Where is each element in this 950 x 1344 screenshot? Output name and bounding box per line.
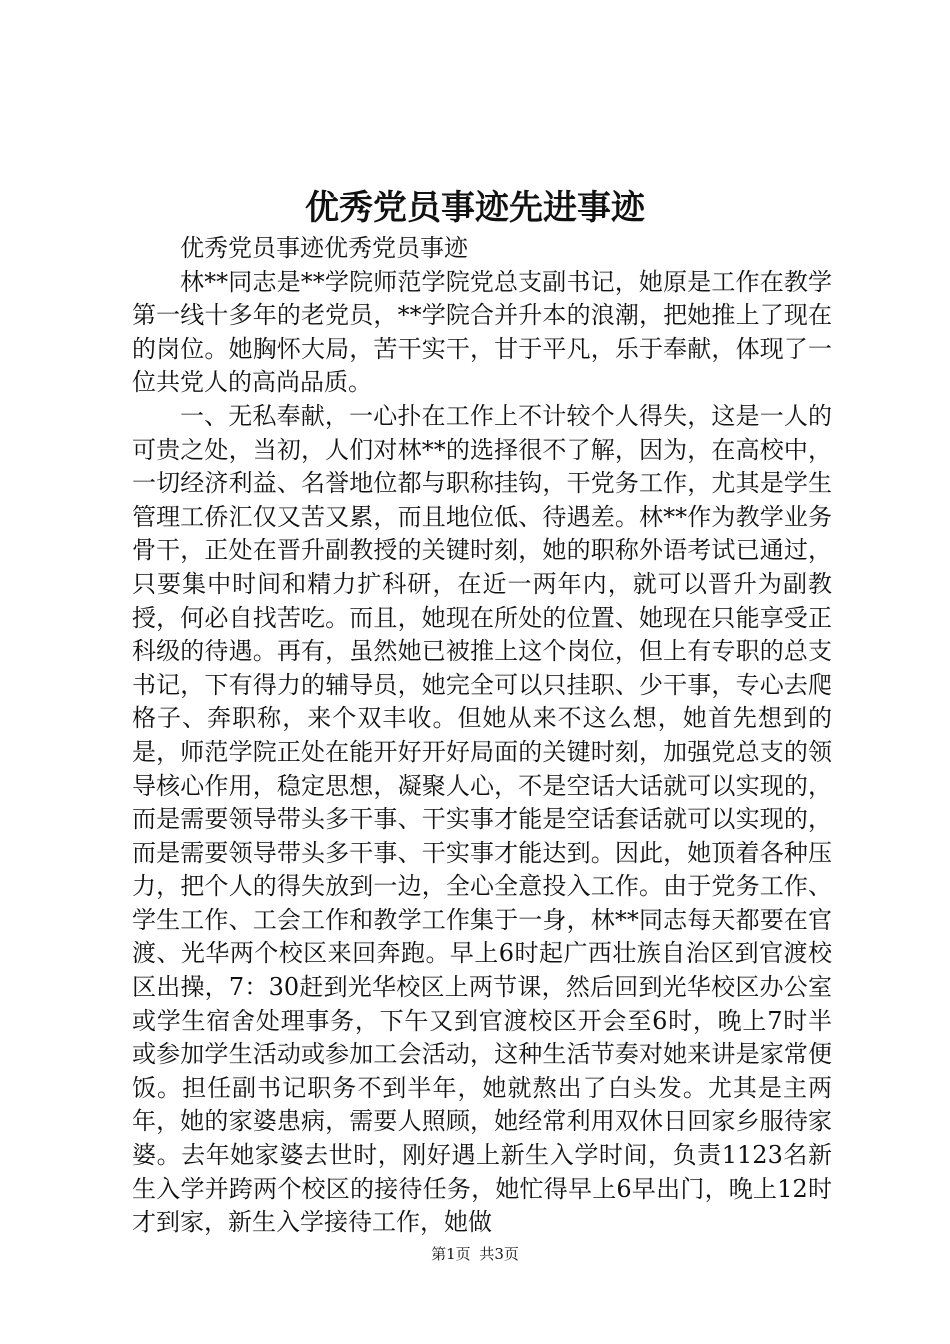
page-number: 第1页 <box>431 1245 471 1263</box>
paragraph-section-one: 一、无私奉献，一心扑在工作上不计较个人得失，这是一人的可贵之处，当初，人们对林**的选择很不了解，因为，在高校中，一切经济利益、名誉地位都与职称挂钩，干党务工作，尤其是学生管理工侨汇仅又苦又累，而且地位低、待遇差。林**作为教学业务骨干，正处在晋升副教授的关键时刻，她的职称外语考试已通过，只要集中时间和精力扩科研，在近一两年内，就可以晋升为副教授，何必自找苦吃。而且，她现在所处的位置、她现在只能享受正科级的待遇。再有，虽然她已被推上这个岗位，但上有专职的总支书记，下有得力的辅导员，她完全可以只挂职、少干事，专心去爬格子、奔职称，来个双丰收。但她从来不这么想，她首先想到的是，师范学院正处在能开好开好局面的关键时刻，加强党总支的领导核心作用，稳定思想，凝聚人心，不是空话大话就可以实现的，而是需要领导带头多干事、干实事才能是空话套话就可以实现的，而是需要领导带头多干事、干实事才能达到。因此，她顶着各种压力，把个人的得失放到一边，全心全意投入工作。由于党务工作、学生工作、工会工作和教学工作集于一身，林**同志每天都要在官渡、光华两个校区来回奔跑。早上6时起广西壮族自治区到官渡校区出操，7：30赶到光华校区上两节课，然后回到光华校区办公室或学生宿舍处理事务，下午又到官渡校区开会至6时，晚上7时半或参加学生活动或参加工会活动，这种生活节奏对她来讲是家常便饭。担任副书记职务不到半年，她就熬出了白头发。尤其是主两年，她的家婆患病，需要人照顾，她经常利用双休日回家乡服待家婆。去年她家婆去世时，刚好遇上新生入学时间，负责1123名新生入学并跨两个校区的接待任务，她忙得早上6早出门，晚上12时才到家，新生入学接待工作，她做 <box>132 401 832 1237</box>
page-footer <box>0 1244 950 1264</box>
document-body <box>132 232 832 1240</box>
paragraph-subtitle: 优秀党员事迹优秀党员事迹 <box>180 234 468 262</box>
document-title: 优秀党员事迹先进事迹 <box>305 188 645 228</box>
paragraph-intro: 林**同志是**学院师范学院党总支副书记，她原是工作在教学第一线十多年的老党员，**学院合并升本的浪潮，把她推上了现在的岗位。她胸怀大局，苦干实干，甘于平凡，乐于奉献，体现了一位共党人的高尚品质。 <box>132 267 832 397</box>
page-total: 共3页 <box>479 1245 519 1263</box>
